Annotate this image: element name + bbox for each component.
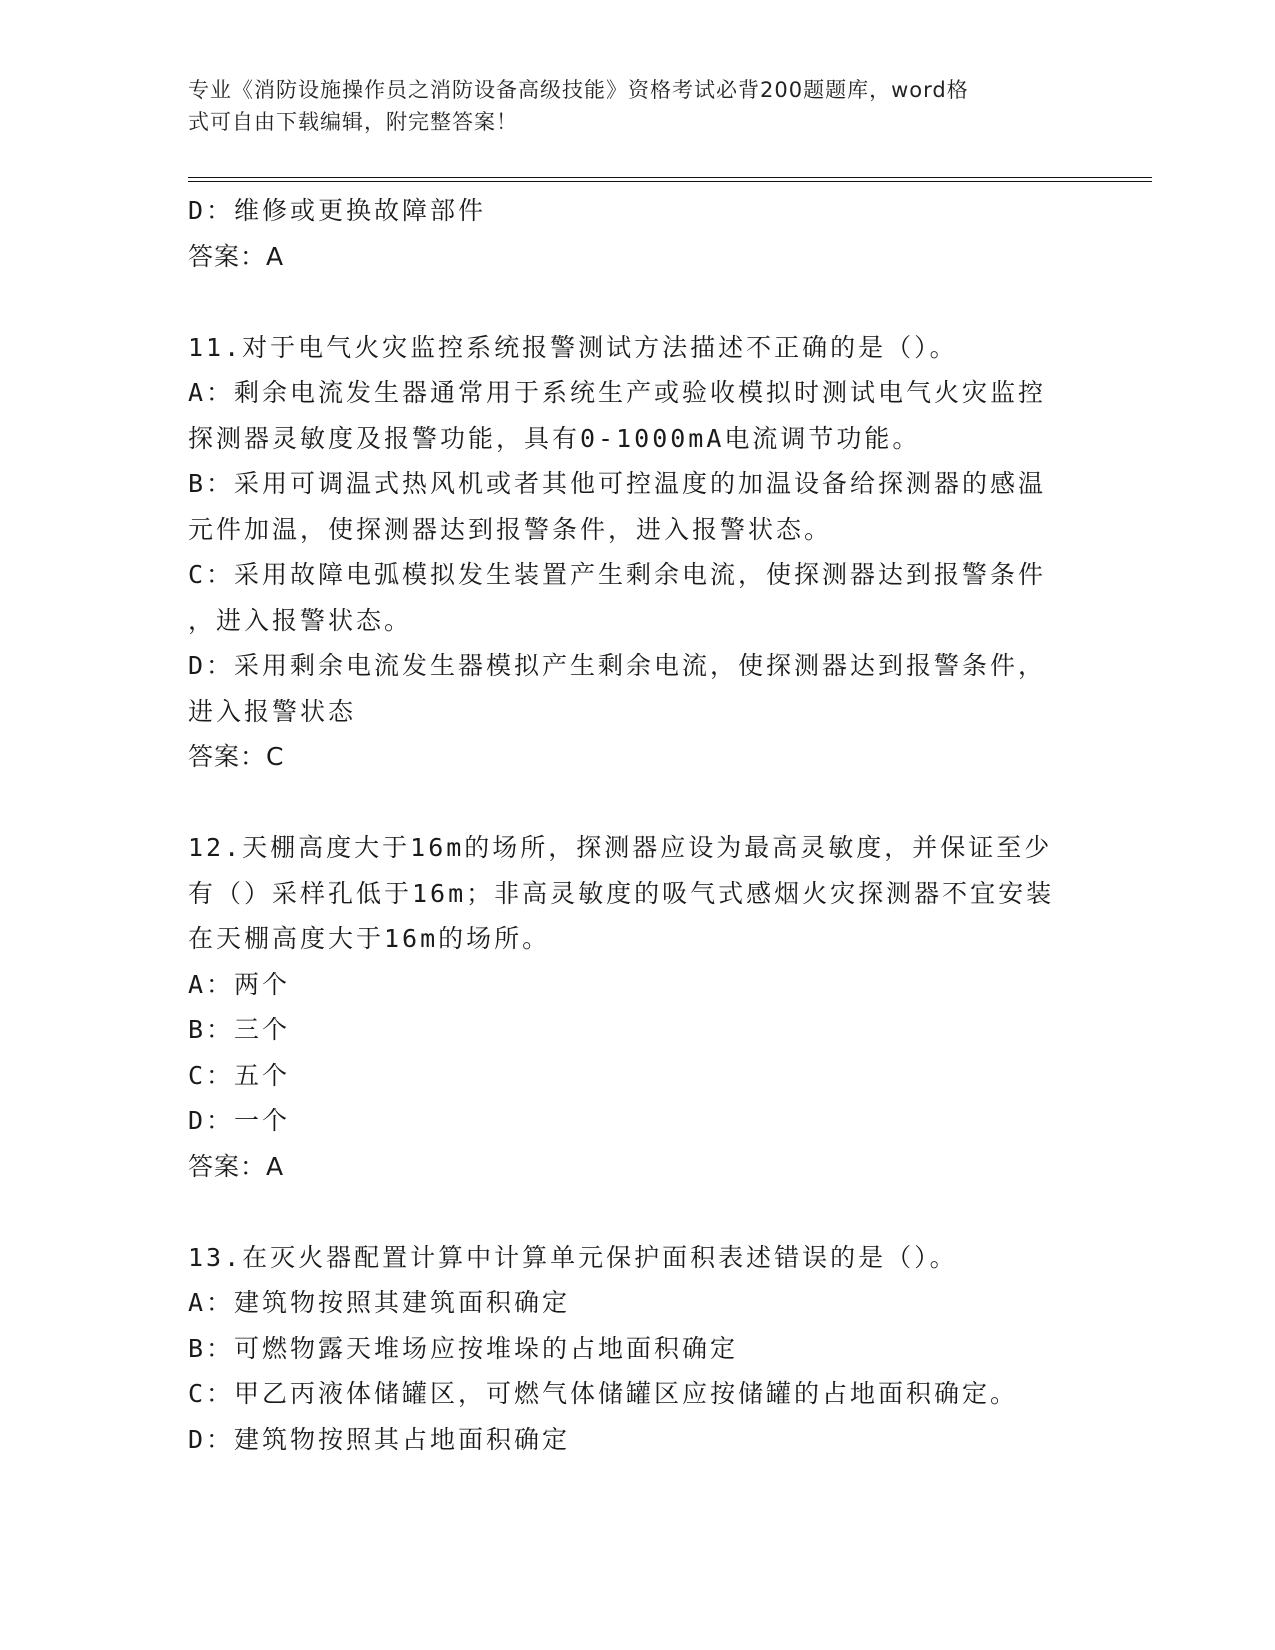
q11-answer: 答案：C [188,742,285,771]
q11-stem: 11.对于电气火灾监控系统报警测试方法描述不正确的是（）。 [188,332,958,362]
q11-option-a-line1: A：剩余电流发生器通常用于系统生产或验收模拟时测试电气火灾监控 [188,378,1047,407]
q11-option-b-line2: 元件加温，使探测器达到报警条件，进入报警状态。 [188,514,833,544]
page-header [188,74,1088,138]
spacer [188,780,1088,826]
q12-stem-line1: 12.天棚高度大于16m的场所，探测器应设为最高灵敏度，并保证至少 [188,833,1053,862]
q12-option-a: A：两个 [188,969,291,999]
spacer [188,279,1088,325]
q12-stem-line3: 在天棚高度大于16m的场所。 [188,924,551,953]
q10-option-d: D：维修或更换故障部件 [188,196,487,225]
q12-option-d: D：一个 [188,1106,291,1135]
q10-answer: 答案：A [188,241,285,271]
q13-stem: 13.在灭火器配置计算中计算单元保护面积表述错误的是（）。 [188,1242,958,1272]
q12-answer: 答案：A [188,1151,285,1181]
q11-option-b-line1: B：采用可调温式热风机或者其他可控温度的加温设备给探测器的感温 [188,469,1047,498]
q12-stem-line2: 有（）采样孔低于16m；非高灵敏度的吸气式感烟火灾探测器不宜安装 [188,878,1055,908]
q11-option-a-line2: 探测器灵敏度及报警功能，具有0-1000mA电流调节功能。 [188,423,921,453]
q13-option-d: D：建筑物按照其占地面积确定 [188,1424,571,1454]
header-divider [188,177,1152,182]
header-line-2: 式可自由下载编辑，附完整答案！ [188,110,518,134]
document-body [188,188,1088,1462]
spacer [188,1189,1088,1235]
q11-option-c-line1: C：采用故障电弧模拟发生装置产生剩余电流，使探测器达到报警条件 [188,560,1047,589]
q11-option-c-line2: ，进入报警状态。 [188,605,413,635]
q13-option-c: C：甲乙丙液体储罐区，可燃气体储罐区应按储罐的占地面积确定。 [188,1379,1019,1408]
q13-option-b: B：可燃物露天堆场应按堆垛的占地面积确定 [188,1333,739,1363]
q13-option-a: A：建筑物按照其建筑面积确定 [188,1288,571,1317]
q11-option-d-line2: 进入报警状态 [188,696,357,726]
header-line-1: 专业《消防设施操作员之消防设备高级技能》资格考试必背200题题库，word格 [188,78,969,102]
q12-option-c: C：五个 [188,1060,291,1090]
q12-option-b: B：三个 [188,1015,291,1044]
q11-option-d-line1: D：采用剩余电流发生器模拟产生剩余电流，使探测器达到报警条件， [188,651,1047,680]
